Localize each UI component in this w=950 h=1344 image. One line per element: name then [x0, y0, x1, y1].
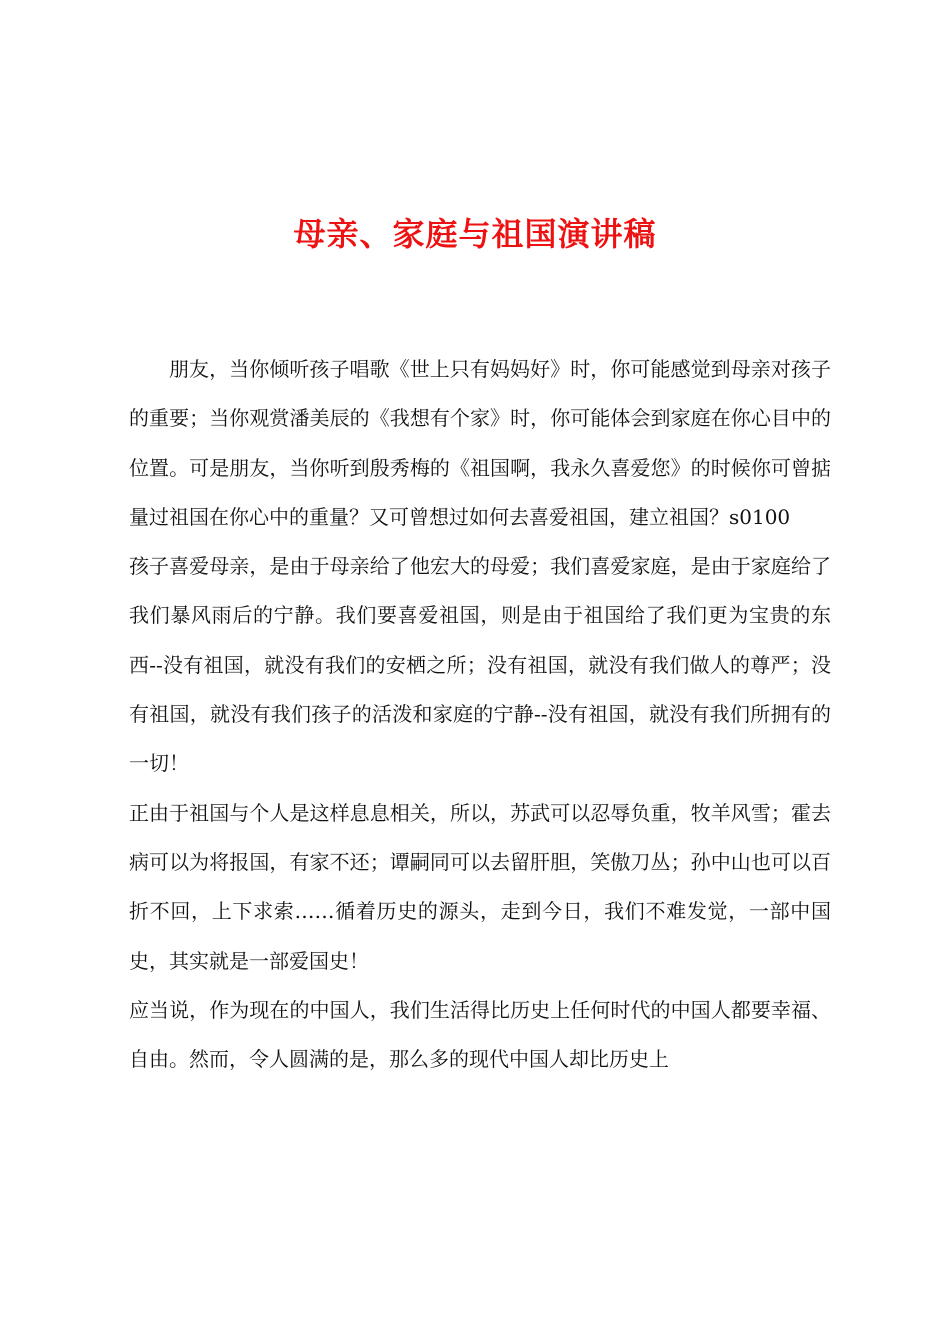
paragraph-1: 朋友，当你倾听孩子唱歌《世上只有妈妈好》时，你可能感觉到母亲对孩子的重要；当你观赏潘美辰的《我想有个家》时，你可能体会到家庭在你心目中的位置。可是朋友，当你听到殷秀梅的《祖国啊，我永久喜爱您》的时候你可曾掂量过祖国在你心中的重量？又可曾想过如何去喜爱祖国，建立祖国？s0100 — [129, 357, 831, 529]
document-title: 母亲、家庭与祖国演讲稿 — [293, 215, 657, 253]
paragraph-4: 应当说，作为现在的中国人，我们生活得比历史上任何时代的中国人都要幸福、自由。然而，令人圆满的是，那么多的现代中国人却比历史上 — [129, 997, 831, 1072]
paragraph-3: 正由于祖国与个人是这样息息相关，所以，苏武可以忍辱负重，牧羊风雪；霍去病可以为将报国，有家不还；谭嗣同可以去留肝胆，笑傲刀丛；孙中山也可以百折不回，上下求索……循着历史的源头，走到今日，我们不难发觉，一部中国史，其实就是一部爱国史！ — [129, 800, 831, 973]
document-body — [129, 345, 831, 1084]
paragraph-2: 孩子喜爱母亲，是由于母亲给了他宏大的母爱；我们喜爱家庭，是由于家庭给了我们暴风雨后的宁静。我们要喜爱祖国，则是由于祖国给了我们更为宝贵的东西--没有祖国，就没有我们的安栖之所；没有祖国，就没有我们做人的尊严；没有祖国，就没有我们孩子的活泼和家庭的宁静--没有祖国，就没有我们所拥有的一切！ — [129, 554, 831, 776]
